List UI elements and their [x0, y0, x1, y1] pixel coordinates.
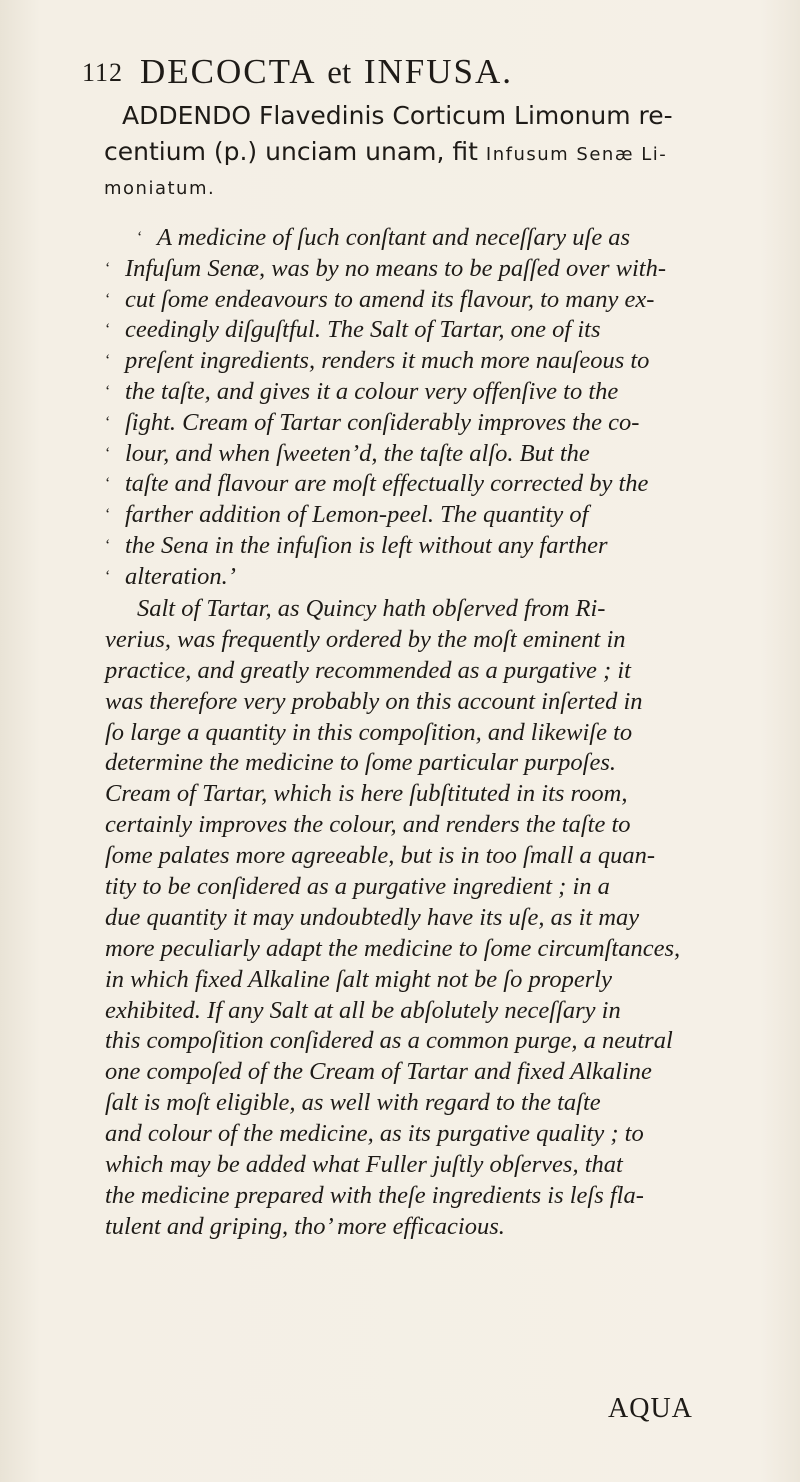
quote-line — [105, 408, 730, 439]
commentary-line: one compoſed of the Cream of Tartar and fixed Alkaline — [105, 1058, 652, 1086]
quote-text: taſte and flavour are moſt effectually corrected by the — [125, 470, 649, 498]
commentary-line: was therefore very probably on this account inſerted in — [105, 687, 643, 715]
commentary-line: tity to be conſidered as a purgative ingredient ; in a — [105, 873, 610, 901]
quote-text: the taſte, and gives it a colour very offenſive to the — [125, 377, 619, 405]
commentary-line: ſalt is moſt eligible, as well with regard to the taſte — [105, 1089, 601, 1117]
commentary-line: the medicine prepared with theſe ingredients is leſs fla- — [105, 1181, 644, 1209]
commentary-line: certainly improves the colour, and renders the taſte to — [105, 811, 631, 839]
quotation-block — [105, 223, 730, 593]
commentary-line: this compoſition conſidered as a common purge, a neutral — [105, 1027, 673, 1055]
quote-text: the Sena in the infuſion is left without any farther — [125, 531, 608, 559]
commentary-block — [105, 594, 730, 1243]
quote-text: alteration.’ — [125, 562, 236, 590]
quote-mark: ‘ — [105, 321, 111, 339]
quote-line — [105, 315, 730, 346]
quote-text: preſent ingredients, renders it much more nauſeous to — [125, 347, 650, 375]
quote-line — [105, 439, 730, 470]
commentary-line: which may be added what Fuller juſtly obſerves, that — [105, 1151, 623, 1179]
commentary-line: exhibited. If any Salt at all be abſolutely neceſſary in — [105, 996, 621, 1024]
commentary-line: Salt of Tartar, as Quincy hath obſerved from Ri- — [137, 595, 606, 622]
quote-text: farther addition of Lemon-peel. The quantity of — [125, 501, 589, 529]
quote-mark: ‘ — [105, 506, 111, 524]
quote-line — [105, 285, 730, 316]
quote-text: Infuſum Senæ, was by no means to be paſſed over with- — [125, 254, 666, 282]
quote-line — [105, 531, 730, 562]
commentary-line: practice, and greatly recommended as a purgative ; it — [105, 656, 631, 684]
commentary-line: more peculiarly adapt the medicine to ſome circumſtances, — [105, 934, 681, 962]
recipe-line-3 — [104, 168, 709, 207]
commentary-line: ſo large a quantity in this compoſition, and likewiſe to — [105, 718, 633, 746]
commentary-line: in which fixed Alkaline ſalt might not be ſo properly — [105, 965, 612, 993]
recipe-title-part2: moniatum. — [104, 178, 216, 199]
catchword: AQUA — [608, 1393, 693, 1424]
page-header — [82, 52, 722, 92]
quote-text: ceedingly diſguſtful. The Salt of Tartar, one of its — [125, 316, 601, 344]
quote-text: A medicine of ſuch conſtant and neceſſary uſe as — [157, 224, 631, 251]
quote-line — [105, 346, 730, 377]
quote-mark: ‘ — [105, 413, 111, 431]
running-title-et: et — [327, 55, 352, 91]
recipe-line-2-text: centium (p.) unciam unam, fit — [104, 137, 478, 166]
commentary-line: verius, was frequently ordered by the moſt eminent in — [105, 625, 626, 653]
quote-line — [105, 254, 730, 285]
quote-line — [105, 500, 730, 531]
quote-mark: ‘ — [105, 259, 111, 277]
recipe-title-part1: Infusum Senæ Li- — [485, 144, 668, 165]
quote-mark: ‘ — [105, 567, 111, 585]
running-title-part2: INFUSA. — [363, 52, 514, 91]
running-title — [140, 52, 513, 92]
quote-text: cut ſome endeavours to amend its flavour, to many ex- — [125, 285, 655, 313]
quote-line — [105, 377, 730, 408]
quote-mark: ‘ — [105, 290, 111, 308]
commentary-line: and colour of the medicine, as its purgative quality ; to — [105, 1120, 644, 1148]
quote-text: lour, and when ſweeten’d, the taſte alſo. But the — [125, 439, 590, 467]
quote-mark: ‘ — [105, 382, 111, 400]
commentary-line: Cream of Tartar, which is here ſubſtituted in its room, — [105, 780, 628, 808]
commentary-line: determine the medicine to ſome particular purpoſes. — [105, 749, 616, 777]
commentary-line: due quantity it may undoubtedly have its uſe, as it may — [105, 903, 640, 931]
quote-text: ſight. Cream of Tartar conſiderably improves the co- — [125, 408, 640, 436]
quote-line — [105, 469, 730, 500]
page-number: 112 — [82, 58, 124, 87]
quote-mark: ‘ — [137, 229, 143, 246]
running-title-part1: DECOCTA — [140, 52, 315, 91]
commentary-line: ſome palates more agreeable, but is in too ſmall a quan- — [105, 842, 656, 870]
commentary-line: tulent and griping, tho’ more efficacious. — [105, 1212, 505, 1240]
quote-mark: ‘ — [105, 475, 111, 493]
quote-mark: ‘ — [105, 352, 111, 370]
quote-line — [105, 562, 730, 593]
quote-line — [137, 223, 762, 254]
quote-mark: ‘ — [105, 536, 111, 554]
recipe-line-1: ADDENDO Flavedinis Corticum Limonum re- — [122, 101, 673, 130]
quote-mark: ‘ — [105, 444, 111, 462]
